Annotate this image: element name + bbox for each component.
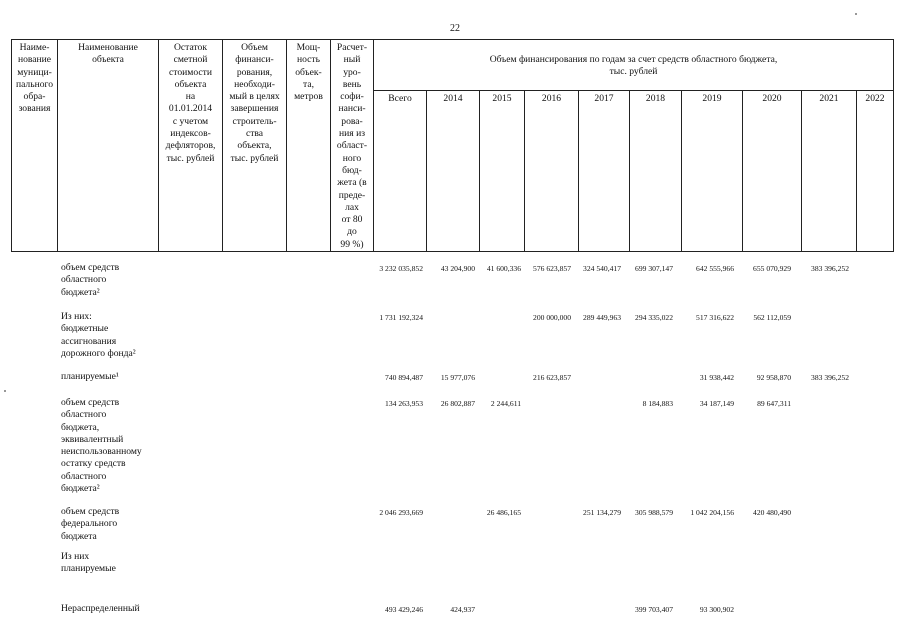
value-cell: 289 449,963 [583, 313, 621, 322]
value-cell: 41 600,336 [486, 264, 521, 273]
value-cell: 642 555,966 [696, 264, 734, 273]
header-cofinancing-level: Расчет- ный уро- вень софи- нанси- рова- ния из област- ного бюд- жета (в преде- лах от 80 до 99 %) [331, 40, 374, 252]
value-cell: 200 000,000 [533, 313, 571, 322]
value-cell: 383 396,252 [811, 264, 849, 273]
value-cell: 216 623,857 [533, 373, 571, 382]
page-number: 22 [450, 23, 460, 34]
header-year-2014: 2014 [427, 90, 480, 251]
scan-dot [4, 390, 6, 392]
header-year-2022: 2022 [857, 90, 894, 251]
header-year-total: Всего [374, 90, 427, 251]
value-cell: 15 977,076 [440, 373, 475, 382]
value-cell: 2 244,611 [490, 399, 521, 408]
value-cell: 26 802,887 [440, 399, 475, 408]
value-cell: 26 486,165 [486, 508, 521, 517]
value-cell: 383 396,252 [811, 373, 849, 382]
value-cell: 493 429,246 [385, 605, 423, 614]
value-cell: 294 335,022 [635, 313, 673, 322]
header-object-name: Наименование объекта [58, 40, 159, 252]
header-remaining-cost: Остаток сметной стоимости объекта на 01.01.2014 с учетом индексов- дефляторов, тыс. рублей [159, 40, 223, 252]
row-label: объем средств федерального бюджета [61, 506, 120, 542]
header-year-2018: 2018 [630, 90, 682, 251]
value-cell: 134 263,953 [385, 399, 423, 408]
row-label: объем средств областного бюджета² [61, 262, 120, 298]
header-year-2019: 2019 [682, 90, 743, 251]
value-cell: 43 204,900 [440, 264, 475, 273]
header-required-financing: Объем финанси- рования, необходи- мый в целях завершения строитель- ства объекта, тыс. рублей [223, 40, 287, 252]
header-table [11, 39, 894, 252]
value-cell: 89 647,311 [757, 399, 791, 408]
row-label: Нераспределенный [61, 603, 140, 614]
value-cell: 517 316,622 [696, 313, 734, 322]
value-cell: 2 046 293,669 [379, 508, 423, 517]
value-cell: 424,937 [450, 605, 475, 614]
value-cell: 324 540,417 [583, 264, 621, 273]
value-cell: 34 187,149 [699, 399, 734, 408]
header-year-2015: 2015 [480, 90, 525, 251]
value-cell: 399 703,407 [635, 605, 673, 614]
scan-dot [855, 13, 857, 15]
row-label: планируемые¹ [61, 371, 119, 382]
header-year-2020: 2020 [743, 90, 802, 251]
value-cell: 1 042 204,156 [690, 508, 734, 517]
value-cell: 305 988,579 [635, 508, 673, 517]
value-cell: 655 070,929 [753, 264, 791, 273]
header-financing-title: Объем финансирования по годам за счет средств областного бюджета, тыс. рублей [374, 40, 894, 91]
value-cell: 251 134,279 [583, 508, 621, 517]
value-cell: 93 300,902 [699, 605, 734, 614]
value-cell: 1 731 192,324 [379, 313, 423, 322]
header-year-2021: 2021 [802, 90, 857, 251]
value-cell: 699 307,147 [635, 264, 673, 273]
value-cell: 740 894,487 [385, 373, 423, 382]
value-cell: 8 184,883 [642, 399, 673, 408]
value-cell: 31 938,442 [699, 373, 734, 382]
row-label: Из них планируемые [61, 551, 116, 575]
value-cell: 562 112,059 [753, 313, 791, 322]
value-cell: 576 623,857 [533, 264, 571, 273]
value-cell: 92 958,870 [756, 373, 791, 382]
value-cell: 420 480,490 [753, 508, 791, 517]
header-year-2017: 2017 [579, 90, 630, 251]
row-label: Из них: бюджетные ассигнования дорожного фонда² [61, 311, 136, 359]
header-year-2016: 2016 [525, 90, 579, 251]
value-cell: 3 232 035,852 [379, 264, 423, 273]
header-capacity: Мощ- ность объек- та, метров [287, 40, 331, 252]
row-label: объем средств областного бюджета, эквивалентный неиспользованному остатку средств областного бюджета² [61, 397, 142, 495]
header-municipality: Наиме- нование муници- пального обра- зования [12, 40, 58, 252]
